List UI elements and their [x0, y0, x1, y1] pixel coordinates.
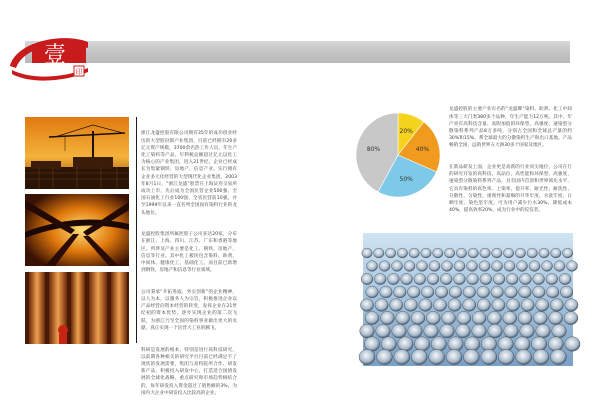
left-paragraph: 公司秉承“开拓进取，务实创新”的企业精神，以人为本，以服务人为宗旨，积极推进企业以产品经营向资本经营的转变，发挥企业在21世纪初的资本优势，逐步实现企业的第二次飞跃，为浙江乃至全国的染料事业做出更大的贡献，真正实现一个民营大工业的腾飞。 — [141, 289, 237, 331]
pie-chart — [354, 111, 442, 199]
photo-construction-crane — [25, 117, 129, 189]
pie-chart-svg — [354, 111, 442, 199]
pie-slice-label: 40% — [415, 145, 430, 153]
brand-mark-char: 壹 — [43, 43, 67, 68]
header-band — [25, 41, 570, 63]
left-text-column — [141, 116, 237, 396]
pie-slice-label: 80% — [366, 145, 381, 153]
photo-steel-bars — [363, 233, 573, 366]
photo-steel-structure — [25, 194, 129, 266]
pie-slice-label: 50% — [399, 175, 413, 183]
left-paragraph: 科研是发展的根本，特别是进行高科技研究，以前期各种相关的研究平台目前已经满足不了现状的发展需要，集团与高校院所合作、研发新产品，积极投入研发中心，打造适合国情发展的全球化战略，重点研究和市场趋势相结合的，每年研发投入资金超过了销售额的3%，为国内大企业中研发投入比较高的企业。 — [141, 347, 237, 396]
left-paragraph: 浙江龙盛控股有限公司拥有35年的成功创业经历的大型股份制产业集团，目前已经拥有20多亿元资产规模，3700余名热工作人员，年生产化工染料等产品，年利税总额超过亿元以化工为核心的产业集团，进入21世纪，企业已经成长为集紧钢铁、房地产、信息产业、实行拥有企业多元化经营的大型现代化企业集团。2003年8月1日，“浙江龙盛”股票在上海证券交易所成功上市，先后成为全国民营企业500强、全国石油化工行业100强、全省民营前10强。并至1999年以来一直名列全国国有染料行业的龙头地位。 — [141, 131, 237, 216]
right-paragraph: 龙盛控股的主要产业有名的“龙盛牌”染料、助剂、化工中间体等三大门类380多个品种，年生产能力12万吨。其中，年产亮有高科技含量、高附加值的环保型、高强度、速染型分散染料系列产品8万多吨，分别占全国和全球总产量的约30%和15%。系全球最大的分散染料生产和出口基地。产品畅销全国，远销世界五大洲30多个国家及地区。 — [449, 107, 572, 149]
seal-char: 印 — [75, 68, 83, 76]
right-text-column — [449, 92, 572, 224]
brand-logo — [2, 22, 92, 84]
right-paragraph: 在新品研发上面，企业更是高新的行业顶尖地位，公司在行的研究开发的高科技、高品位、高性能和环保型、高强度、速染型分散染料系列产品，具有国内首创和世界领先水平，它具有染料的高色率、上染率、提升率、耐光性、耐洗性、分散性、匀染性、重现性和超细的升华牢度、水洗牢度、日晒牢度、染色坚牢度，可为用户减少污水30%、降低成本40%，提高效率20%，成为行业中的佼佼者。 — [449, 165, 572, 214]
pie-slice-label: 20% — [399, 128, 413, 136]
left-paragraph: 龙盛控股集团所属控股子公司多达20家，分布在浙江、上海、四川、江苏、广东和香港等地区。所涉及产业主要是化工、钢铁、房地产、信息等行业。其中化工板块包含染料、助剂、中间体、健康化工、基础化工。而目前已新增到钢铁、房地产和信息等行业领域。 — [141, 232, 237, 274]
photo-steel-pipes — [25, 272, 129, 344]
column-divider — [136, 117, 137, 343]
